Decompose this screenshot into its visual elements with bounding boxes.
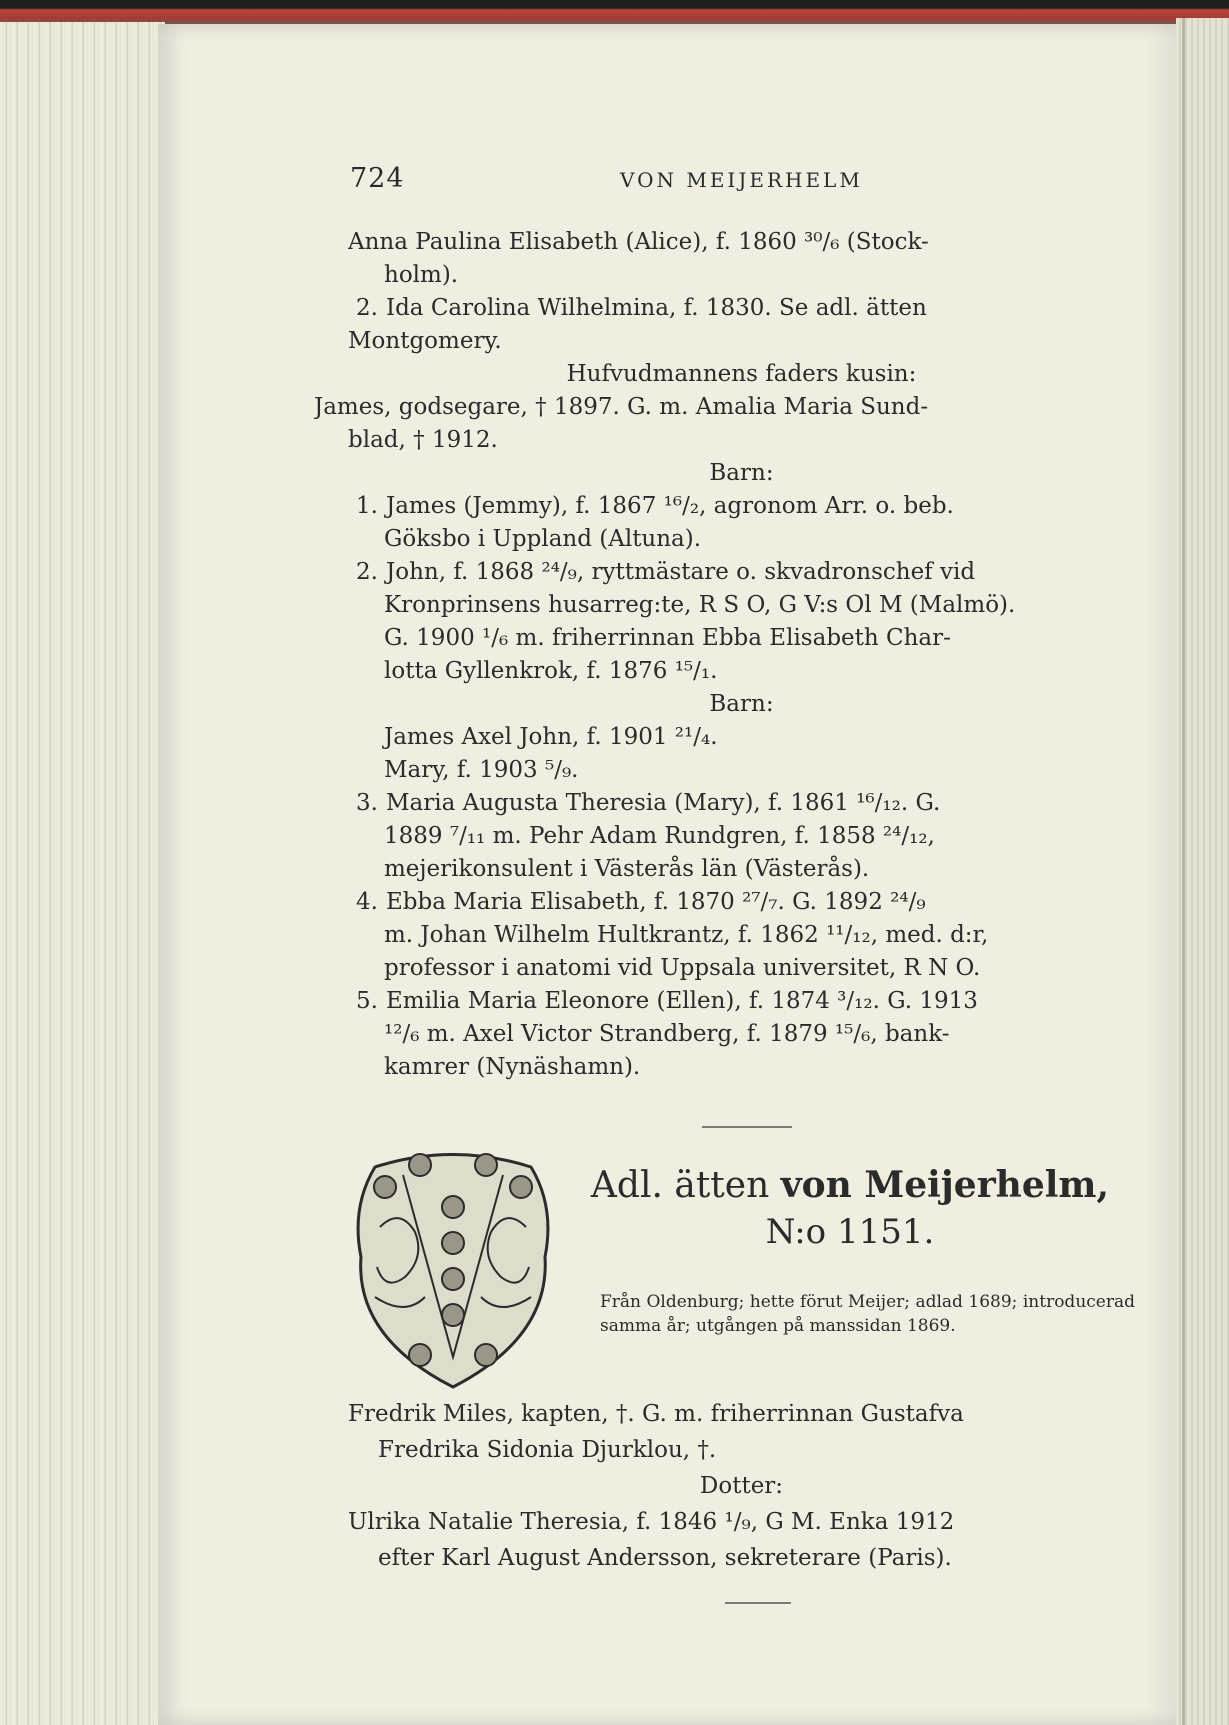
entry-line: 1889 ⁷/₁₁ m. Pehr Adam Rundgren, f. 1858 ²⁴/₁₂, xyxy=(384,823,935,849)
separator-rule xyxy=(702,1126,792,1128)
entry-line xyxy=(348,556,1135,589)
entry-text: Ebba Maria Elisabeth, f. 1870 ²⁷/₇. G. 1892 ²⁴/₉ xyxy=(386,889,926,915)
family-heading xyxy=(570,1162,1130,1255)
section-heading: Hufvudmannens faders kusin: xyxy=(566,361,917,387)
entry-number: 2. xyxy=(356,559,378,585)
entry-line: m. Johan Wilhelm Hultkrantz, f. 1862 ¹¹/₁₂, med. d:r, xyxy=(384,922,989,948)
entry-line: Göksbo i Uppland (Altuna). xyxy=(384,526,702,552)
entry-line: Fredrik Miles, kapten, †. G. m. friherrinnan Gustafva xyxy=(348,1401,964,1427)
section-heading: Barn: xyxy=(709,460,774,486)
page-stack-left xyxy=(0,22,165,1725)
entry-text: Emilia Maria Eleonore (Ellen), f. 1874 ³/₁₂. G. 1913 xyxy=(386,988,978,1014)
entry-line: Anna Paulina Elisabeth (Alice), f. 1860 ³⁰/₆ (Stock- xyxy=(348,229,929,255)
section-heading: Dotter: xyxy=(699,1473,784,1499)
entry-line: mejerikonsulent i Västerås län (Västerås). xyxy=(384,856,870,882)
page-header xyxy=(350,163,1140,203)
genealogy-entries xyxy=(314,226,1135,1084)
entry-number: 3. xyxy=(356,790,378,816)
family-title-prefix: Adl. ätten xyxy=(590,1165,770,1206)
entry-line: Ulrika Natalie Theresia, f. 1846 ¹/₉, G M. Enka 1912 xyxy=(348,1509,955,1535)
entry-line: James Axel John, f. 1901 ²¹/₄. xyxy=(384,724,718,750)
entry-number: 4. xyxy=(356,889,378,915)
running-head: VON MEIJERHELM xyxy=(620,168,863,192)
entry-number: 1. xyxy=(356,493,378,519)
entry-line: James, godsegare, † 1897. G. m. Amalia Maria Sund- xyxy=(314,394,929,420)
family-title-name: von Meijerhelm, xyxy=(780,1164,1110,1206)
fredrik-entry xyxy=(348,1396,1135,1576)
entry-line: Mary, f. 1903 ⁵/₉. xyxy=(384,757,579,783)
entry-text: Maria Augusta Theresia (Mary), f. 1861 ¹⁶/₁₂. G. xyxy=(386,790,941,816)
entry-line: holm). xyxy=(384,262,459,288)
entry-line: blad, † 1912. xyxy=(348,427,498,453)
entry-line: G. 1900 ¹/₆ m. friherrinnan Ebba Elisabeth Char- xyxy=(384,625,951,651)
page-number: 724 xyxy=(350,163,405,194)
entry-line: Kronprinsens husarreg:te, R S O, G V:s Ol M (Malmö). xyxy=(384,592,1016,618)
entry-line xyxy=(348,490,1135,523)
section-heading: Barn: xyxy=(709,691,774,717)
entry-line: kamrer (Nynäshamn). xyxy=(384,1054,641,1080)
entry-line: Fredrika Sidonia Djurklou, †. xyxy=(378,1437,717,1463)
entry-line: professor i anatomi vid Uppsala universitet, R N O. xyxy=(384,955,981,981)
entry-text: Ida Carolina Wilhelmina, f. 1830. Se adl. ätten xyxy=(386,295,927,321)
entry-number: 5. xyxy=(356,988,378,1014)
page-stack-right xyxy=(1176,18,1229,1725)
book-top-edge xyxy=(0,0,1229,26)
entry-line: ¹²/₆ m. Axel Victor Strandberg, f. 1879 ¹⁵/₆, bank- xyxy=(384,1021,950,1047)
separator-rule xyxy=(725,1602,791,1604)
entry-line: efter Karl August Andersson, sekreterare (Paris). xyxy=(378,1545,952,1571)
entry-line xyxy=(348,886,1135,919)
entry-line xyxy=(348,985,1135,1018)
entry-text: James (Jemmy), f. 1867 ¹⁶/₂, agronom Arr. o. beb. xyxy=(386,493,954,519)
entry-number: 2. xyxy=(356,295,378,321)
entry-text: John, f. 1868 ²⁴/₉, ryttmästare o. skvadronschef vid xyxy=(386,559,976,585)
family-note: Från Oldenburg; hette förut Meijer; adlad 1689; introducerad samma år; utgången på manssidan 1869. xyxy=(600,1292,1135,1336)
entry-line xyxy=(348,292,1135,325)
entry-line: lotta Gyllenkrok, f. 1876 ¹⁵/₁. xyxy=(384,658,718,684)
family-title xyxy=(570,1162,1130,1209)
entry-line xyxy=(348,787,1135,820)
entry-line: Montgomery. xyxy=(348,328,502,354)
coat-of-arms-icon xyxy=(345,1147,561,1392)
family-number: N:o 1151. xyxy=(765,1212,935,1252)
